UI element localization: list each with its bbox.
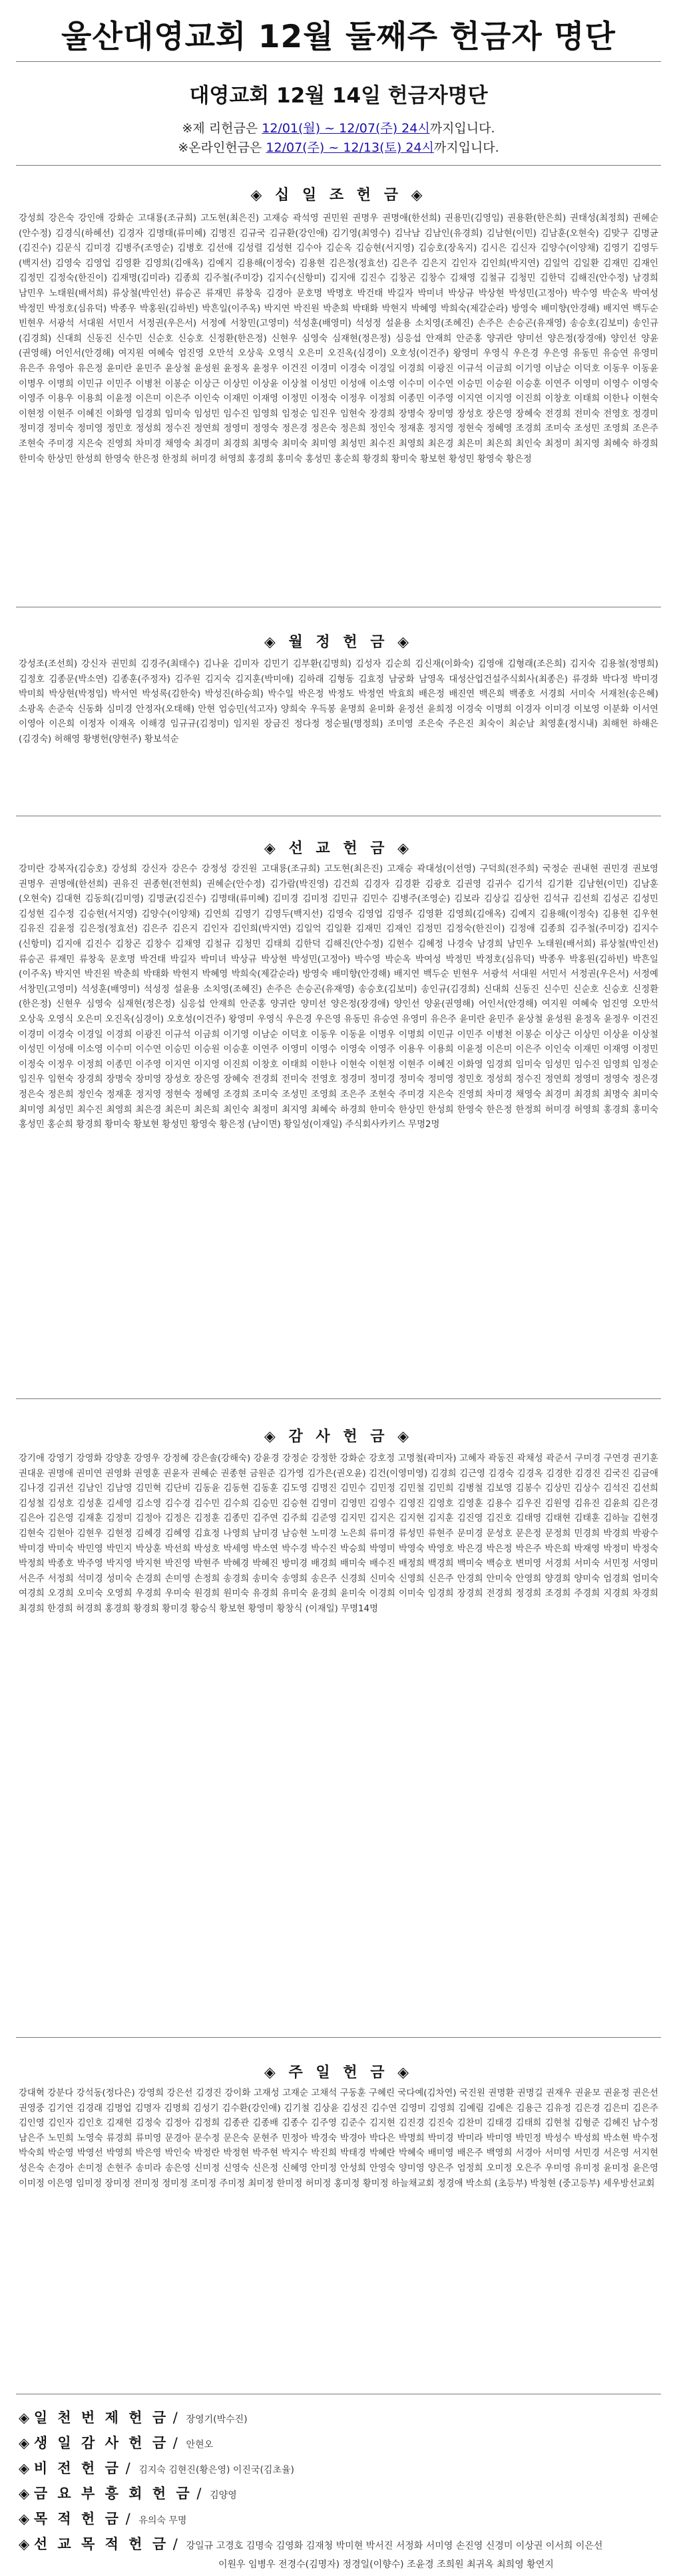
purpose-offering-row: ◈ 목 적 헌 금 / 유의숙 무명 xyxy=(19,2511,187,2527)
thousand-offering-row: ◈ 일 천 번 제 헌 금 / 장영기(박수진) xyxy=(19,2410,248,2426)
mission-divider xyxy=(16,1398,661,1399)
offline-offering-note: ※제 리헌금은 12/01(월) ~ 12/07(주) 24시까지입니다. xyxy=(182,121,495,136)
vision-offering-row: ◈ 비 전 헌 금 / 김지숙 김현진(황은영) 이진국(김초율) xyxy=(19,2460,294,2476)
title-divider xyxy=(16,61,661,62)
tithe-names: 강성희 강은숙 강인애 강화순 고대룡(조규희) 고도현(최은진) 고재승 곽석영 권민원 권명우 권명애(한선희) 권용민(김영임) 권용환(한은희) 권태성(최정희) 권혜순(안수정) 김경식(하혜선) 김경자 김명태(류미혜) 김명진 김규국 김규환(강인애) 김기영(최영수) 김낙남 김남인(유경희) 김남현(이민) 김남훈(오현숙) 김맞구 김명균(김진수) 김문식 김미경 김병주(조영순) 김병호 김선애 김성렬 김성현 김수아 김순옥 김승현(서지영) 김승호(장옥지) 김시은 김신자 김양수(이양채) 김영기 김영두(백지선) 김영숙 김영업 김영환 김영희(김애옥) 김예지 김용해(이정숙) 김용현 김은정(정효선) 김은주 김은지 김인자 김인희(박지연) 김일억 김일환 김재민 김재인 김정민 김정숙(한진이) 김재명(김미라) 김종희 김주철(주미강) 김지수(신항미) 김지애 김진수 김창곤 김창수 김채영 김철규 김청민 김한덕 김해진(안수정) 남경희 남민우 노태원(배서희) 류상철(박인선) 류승곤 류재민 류창욱 김경아 문호명 박명호 박건태 박길자 박미녀 박상규 박상현 박성민(고정아) 박수영 박순옥 박여성 박정민 박정호(심유덕) 박종우 박홍원(김하빈) 박흔일(이주옥) 박지연 박진원 박춘희 박태화 박현지 박혜영 박희숙(제갈순라) 방영숙 배미향(안경해) 배지연 백두순 빈현우 서광석 서대원 서민서 서정권(우은서) 서정예 서창민(고영미) 석성훈(배영미) 석성정 설윤용 소치영(조혜진) 손주은 손승곤(유재영) 송승호(김보미) 송인규(김경희) 신대희 신동진 신수민 신순호 신승호 신정환(한은정) 신현우 심영숙 심재현(정은정) 심응섭 안재희 안준홍 양귀란 양미선 양은정(장경애) 양인선 양윤(권영해) 어인서(안경해) 여지원 여혜숙 엄진영 오만석 오상욱 오영식 오은미 오진옥(심경이) 오호성(이건주) 왕영미 우영식 우은경 우은영 유동민 유승연 유영미 유은주 유영아 유은정 윤미란 윤민주 윤상철 윤성원 윤정옥 윤정우 이건진 이경미 이경숙 이경일 이경희 이광진 이규석 이금희 이기영 이남순 이덕호 이동우 이동윤 이명우 이명희 이민규 이민주 이병천 이봉순 이상근 이상민 이상윤 이상철 이성민 이성애 이소영 이수미 이수연 이승민 이승원 이승훈 이연주 이영미 이영수 이영숙 이영주 이용우 이용희 이윤정 이은미 이은주 이인숙 이재민 이재영 이정민 이정숙 이정우 이정희 이종민 이주영 이지연 이지영 이진희 이창호 이태희 이한나 이현숙 이현정 이현주 이혜진 이화영 임경희 임미숙 임성민 임수진 임영희 임정순 임진우 임현숙 장경희 장명숙 장미영 장성호 장은영 장혜숙 전경희 전미숙 전영호 정경미 정미경 정미숙 정미영 정민호 정성희 정수진 정연희 정영미 정영숙 정은경 정은숙 정은희 정인숙 정재훈 정지영 정현숙 정혜영 조경희 조미숙 조성민 조영희 조은주 조현숙 주미경 지은숙 진영희 차미경 채영숙 최경미 최경희 최명숙 최미숙 최미영 최성민 최수진 최영희 최은경 최은미 최은희 최인숙 최정미 최지영 최혜숙 하경희 한미숙 한상민 한성희 한영숙 한은정 한정희 허미경 허영희 홍경희 홍미숙 홍성민 홍순희 황경희 황미숙 황보현 황성민 황영숙 황은정 xyxy=(19,214,658,464)
offline-date-range: 12/01(월) ~ 12/07(주) 24시 xyxy=(262,121,430,136)
sunday-names: 강대혁 강분다 강석동(정다은) 강영희 강은선 김경진 강이화 고재성 고재순 고채석 구동훈 구혜린 국다예(김차연) 국진원 권명환 권명길 권재우 권윤모 권윤정 권은선 권영중 김기연 김경래 김명업 김명자 김명희 김성기 김수환(강인애) 김기철 김상윤 김성진 김수연 김영미 김영희 김예림 김예은 김용근 김유정 김은경 김은미 김은주 김인영 김인자 김인호 김재현 김정숙 김정아 김정희 김종관 김종배 김종수 김주영 김준수 김지현 김진경 김진숙 김찬미 김태경 김태희 김현철 김형준 김혜진 남수정 남은주 노민희 노영숙 류경희 류미영 문경아 문수정 문은숙 문현주 민정아 박경숙 박경아 박다은 박명희 박미경 박미라 박미영 박민정 박성수 박성희 박소현 박수정 박숙희 박순영 박영선 박영희 박은영 박인숙 박정란 박정현 박주현 박지수 박진희 박태경 박혜란 박혜숙 배미영 배은주 백영희 서경아 서미영 서민경 서은영 서지현 성은숙 손경아 손미정 손현주 송미라 송은영 신미정 신영숙 신은정 신혜영 안미정 안성희 안영숙 양미영 양은주 엄정희 오미정 오은주 우미영 유미정 윤미정 윤은영 이미정 이은영 임미정 장미정 전미정 정미정 조미정 주미정 최미정 한미정 허미정 홍미정 황미정 하늘채교회 정경애 박소희 (초등부) 박청현 (중고등부) 세우방선교회 xyxy=(19,2088,658,2189)
thanks-divider xyxy=(16,2037,661,2038)
monthly-names: 강성조(조선희) 강신자 권민희 김경주(최태수) 김나윤 김미자 김민기 김부환(김명희) 김성자 김순희 김신재(이화숙) 김영애 김형래(조은희) 김지숙 김용철(정명희) 김정호 김종문(박소연) 김종훈(주정자) 김주원 김지숙 김지훈(박미애) 김하래 김형동 김효정 남궁화 남영옥 대성산업건설주식회사(최종은) 류경화 박다정 박미경 박미희 박상현(박정임) 박서연 박성록(김한숙) 박성진(하승희) 박수일 박은정 박정도 박정연 박효희 배은정 배진연 백은희 백종호 서경희 서미숙 서재천(송은혜) 소광옥 손준숙 신동화 심미경 안정자(오태해) 안현 엄승민(석고자) 양희숙 우득봉 윤명희 윤미화 윤정선 윤희정 이경숙 이명희 이경자 이미경 이보영 이분화 이서연 이영아 이은희 이정자 이재옥 이해경 임규규(김정미) 임지원 장금진 정다정 정순필(명정희) 조미영 조은숙 주은진 최숙이 최순남 최영훈(정시내) 최해헌 하해은(김경숙) 허해영 황병헌(양현주) 황보석순 xyxy=(19,659,658,744)
birthday-offering-row: ◈ 생 일 감 사 헌 금 / 안현오 xyxy=(19,2435,214,2451)
thanks-names: 강기애 강영기 강영화 강양훈 강영우 강정혜 강은솔(강해숙) 강윤경 강정순 강정한 강화순 강호정 고명철(곽미자) 고혜자 곽동진 곽채성 곽준서 구미경 구연경 권기훈 권대운 권명애 권미연 권영화 권영훈 권윤자 권혜순 권종현 금원준 김가영 김가은(권오윤) 김건(이영미영) 김경희 김근영 김경숙 김경옥 김경한 김경진 김국진 김금애 김나경 김귀선 김남인 김남영 김민혁 김단비 김동윤 김동현 김동훈 김도영 김명진 김민수 김민정 김민철 김민희 김병철 김보영 김봉수 김상민 김상수 김석진 김선희 김성철 김성호 김성훈 김세영 김소영 김수경 김수민 김수희 김승민 김승현 김영미 김영민 김영수 김영진 김영호 김영훈 김용수 김우진 김원영 김유진 김윤희 김은경 김은아 김은영 김재훈 김정미 김정아 김정은 김정훈 김종민 김주연 김주희 김준영 김지민 김지은 김지현 김지훈 김진영 김진호 김태영 김태현 김태훈 김하늘 김현경 김현숙 김현아 김현우 김현정 김혜경 김혜영 김효정 나영희 남미경 남승현 노미경 노은희 류미경 류성민 류현주 문미경 문성호 문은정 문정희 민경희 박경희 박광수 박미경 박미숙 박민영 박민지 박상훈 박선희 박성호 박세영 박소연 박수경 박수진 박승희 박영미 박영숙 박영호 박은경 박은정 박은주 박은희 박재영 박정미 박정숙 박정희 박종호 박주영 박지영 박지현 박진영 박현주 박혜경 박혜진 방미경 배경희 배미숙 배수진 배정희 백경희 백미숙 백승호 변미영 서경희 서미숙 서민정 서영미 서은주 서정희 석미경 성미숙 손경희 손미영 손정희 송경희 송미숙 송영희 송은주 신경희 신미숙 신영희 신은주 안경희 안미숙 안영희 양경희 양미숙 엄경희 엄미숙 여경희 오경희 오미숙 오영희 우경희 우미숙 원경희 원미숙 유경희 유미숙 윤경희 윤미숙 이경희 이미숙 임경희 장경희 전경희 정경희 조경희 주경희 지경희 차경희 최경희 한경희 허경희 홍경희 황경희 황미경 황승식 황보현 황영미 황창식 (이재일) 무명14명 xyxy=(19,1454,658,1614)
sunday-heading: ◈ 주 일 헌 금 ◈ xyxy=(264,2064,413,2081)
mission-names: 강미란 강복자(김승호) 강성희 강신자 강은수 강정성 강진원 고대룡(조규희) 고도현(최은진) 고재승 곽대성(이선영) 구덕희(전주희) 국정순 권내현 권민경 권보영 권명우 권명애(한선희) 권유진 권종현(전현희) 권혜순(안수정) 김가람(박진영) 김건희 김경자 김경환 김광호 김권영 김귀수 김기석 김기환 김남현(이민) 김남훈(오현숙) 김대현 김동희(김미영) 김명균(김진수) 김명태(류미혜) 김미경 김미정 김민규 김민수 김병주(조영순) 김보라 김상길 김상헌 김석규 김선희 김성곤 김성민 김성현 김수정 김승현(서지영) 김양수(이양채) 김연희 김영기 김영두(백지선) 김영숙 김영업 김영주 김영환 김영희(김애옥) 김예지 김용해(이정숙) 김용현 김우현 김유진 김윤정 김은정(정효선) 김은주 김은지 김인자 김인희(박지연) 김일억 김일환 김재민 김재인 김정민 김정숙(한진이) 김정애 김종희 김주철(주미강) 김지수(신항미) 김지애 김진수 김창곤 김창수 김채영 김철규 김청민 김태희 김한덕 김해진(안수정) 김현수 김혜정 나경숙 남경희 남민우 노태원(배서희) 류상철(박인선) 류승곤 류재민 류창욱 문호명 박건태 박길자 박미녀 박상규 박상현 박성민(고정아) 박수영 박순옥 박여성 박정민 박정호(심유덕) 박종우 박홍원(김하빈) 박흔일(이주옥) 박지연 박진원 박춘희 박태화 박현지 박혜영 박희숙(제갈순라) 방영숙 배미향(안경해) 배지연 백두순 빈현우 서광석 서대원 서민서 서정권(우은서) 서정예 서창민(고영미) 석성훈(배영미) 석성정 설윤용 소치영(조혜진) 손주은 손승곤(유재영) 송승호(김보미) 송인규(김경희) 신대희 신동진 신수민 신순호 신승호 신정환(한은정) 신현우 심영숙 심재현(정은정) 심응섭 안재희 안준홍 양귀란 양미선 양은정(장경애) 양인선 양윤(권영해) 어인서(안경해) 여지원 여혜숙 엄진영 오만석 오상욱 오영식 오은미 오진옥(심경이) 오호성(이건주) 왕영미 우영식 우은경 우은영 유동민 유승연 유영미 유은주 윤미란 윤민주 윤상철 윤성원 윤정옥 윤정우 이건진 이경미 이경숙 이경일 이경희 이광진 이규석 이금희 이기영 이남순 이덕호 이동우 이동윤 이명우 이명희 이민규 이민주 이병천 이봉순 이상근 이상민 이상윤 이상철 이성민 이성애 이소영 이수미 이수연 이승민 이승원 이승훈 이연주 이영미 이영수 이영숙 이영주 이용우 이용희 이윤정 이은미 이은주 이인숙 이재민 이재영 이정민 이정숙 이정우 이정희 이종민 이주영 이지연 이지영 이진희 이창호 이태희 이한나 이현숙 이현정 이현주 이혜진 이화영 임경희 임미숙 임성민 임수진 임영희 임정순 임진우 임현숙 장경희 장명숙 장미영 장성호 장은영 장혜숙 전경희 전미숙 전영호 정경미 정미경 정미숙 정미영 정민호 정성희 정수진 정연희 정영미 정영숙 정은경 정은숙 정은희 정인숙 정재훈 정지영 정현숙 정혜영 조경희 조미숙 조성민 조영희 조은주 조현숙 주미경 지은숙 진영희 차미경 채영숙 최경미 최경희 최명숙 최미숙 최미영 최성민 최수진 최영희 최은경 최은미 최은희 최인숙 최정미 최지영 최혜숙 하경희 한미숙 한상민 한성희 한영숙 한은정 한정희 허미경 허영희 홍경희 홍미숙 홍성민 홍순희 황경희 황미숙 황보현 황성민 황영숙 황은정 (남이면) 황일성(이재일) 주식회사카키스 무명2명 xyxy=(19,864,658,1130)
monthly-heading: ◈ 월 정 헌 금 ◈ xyxy=(264,634,413,651)
notes-divider xyxy=(16,165,661,166)
page-title: 울산대영교회 12월 둘째주 헌금자 명단 xyxy=(61,19,616,55)
friday-revival-offering-row: ◈ 금 요 부 흥 회 헌 금 / 김양영 xyxy=(19,2486,237,2501)
tithe-heading: ◈ 십 일 조 헌 금 ◈ xyxy=(250,187,427,204)
page-subtitle: 대영교회 12월 14일 헌금자명단 xyxy=(189,84,488,108)
online-offering-note: ※온라인헌금은 12/07(주) ~ 12/13(토) 24시까지입니다. xyxy=(178,140,499,155)
online-date-range: 12/07(주) ~ 12/13(토) 24시 xyxy=(266,140,434,155)
thanks-heading: ◈ 감 사 헌 금 ◈ xyxy=(264,1428,413,1445)
mission-purpose-offering-row: ◈ 선 교 목 적 헌 금 / 강일규 고경호 김명숙 김영화 김재청 박미현 박서진 서정화 서미영 손진영 신경미 이상권 이서희 이은선 이원우 임병우 전경수(김명자) 정경일(이향수) 조윤경 조희원 최귀옥 최희영 황연지 xyxy=(19,2536,603,2570)
mission-heading: ◈ 선 교 헌 금 ◈ xyxy=(264,840,413,857)
